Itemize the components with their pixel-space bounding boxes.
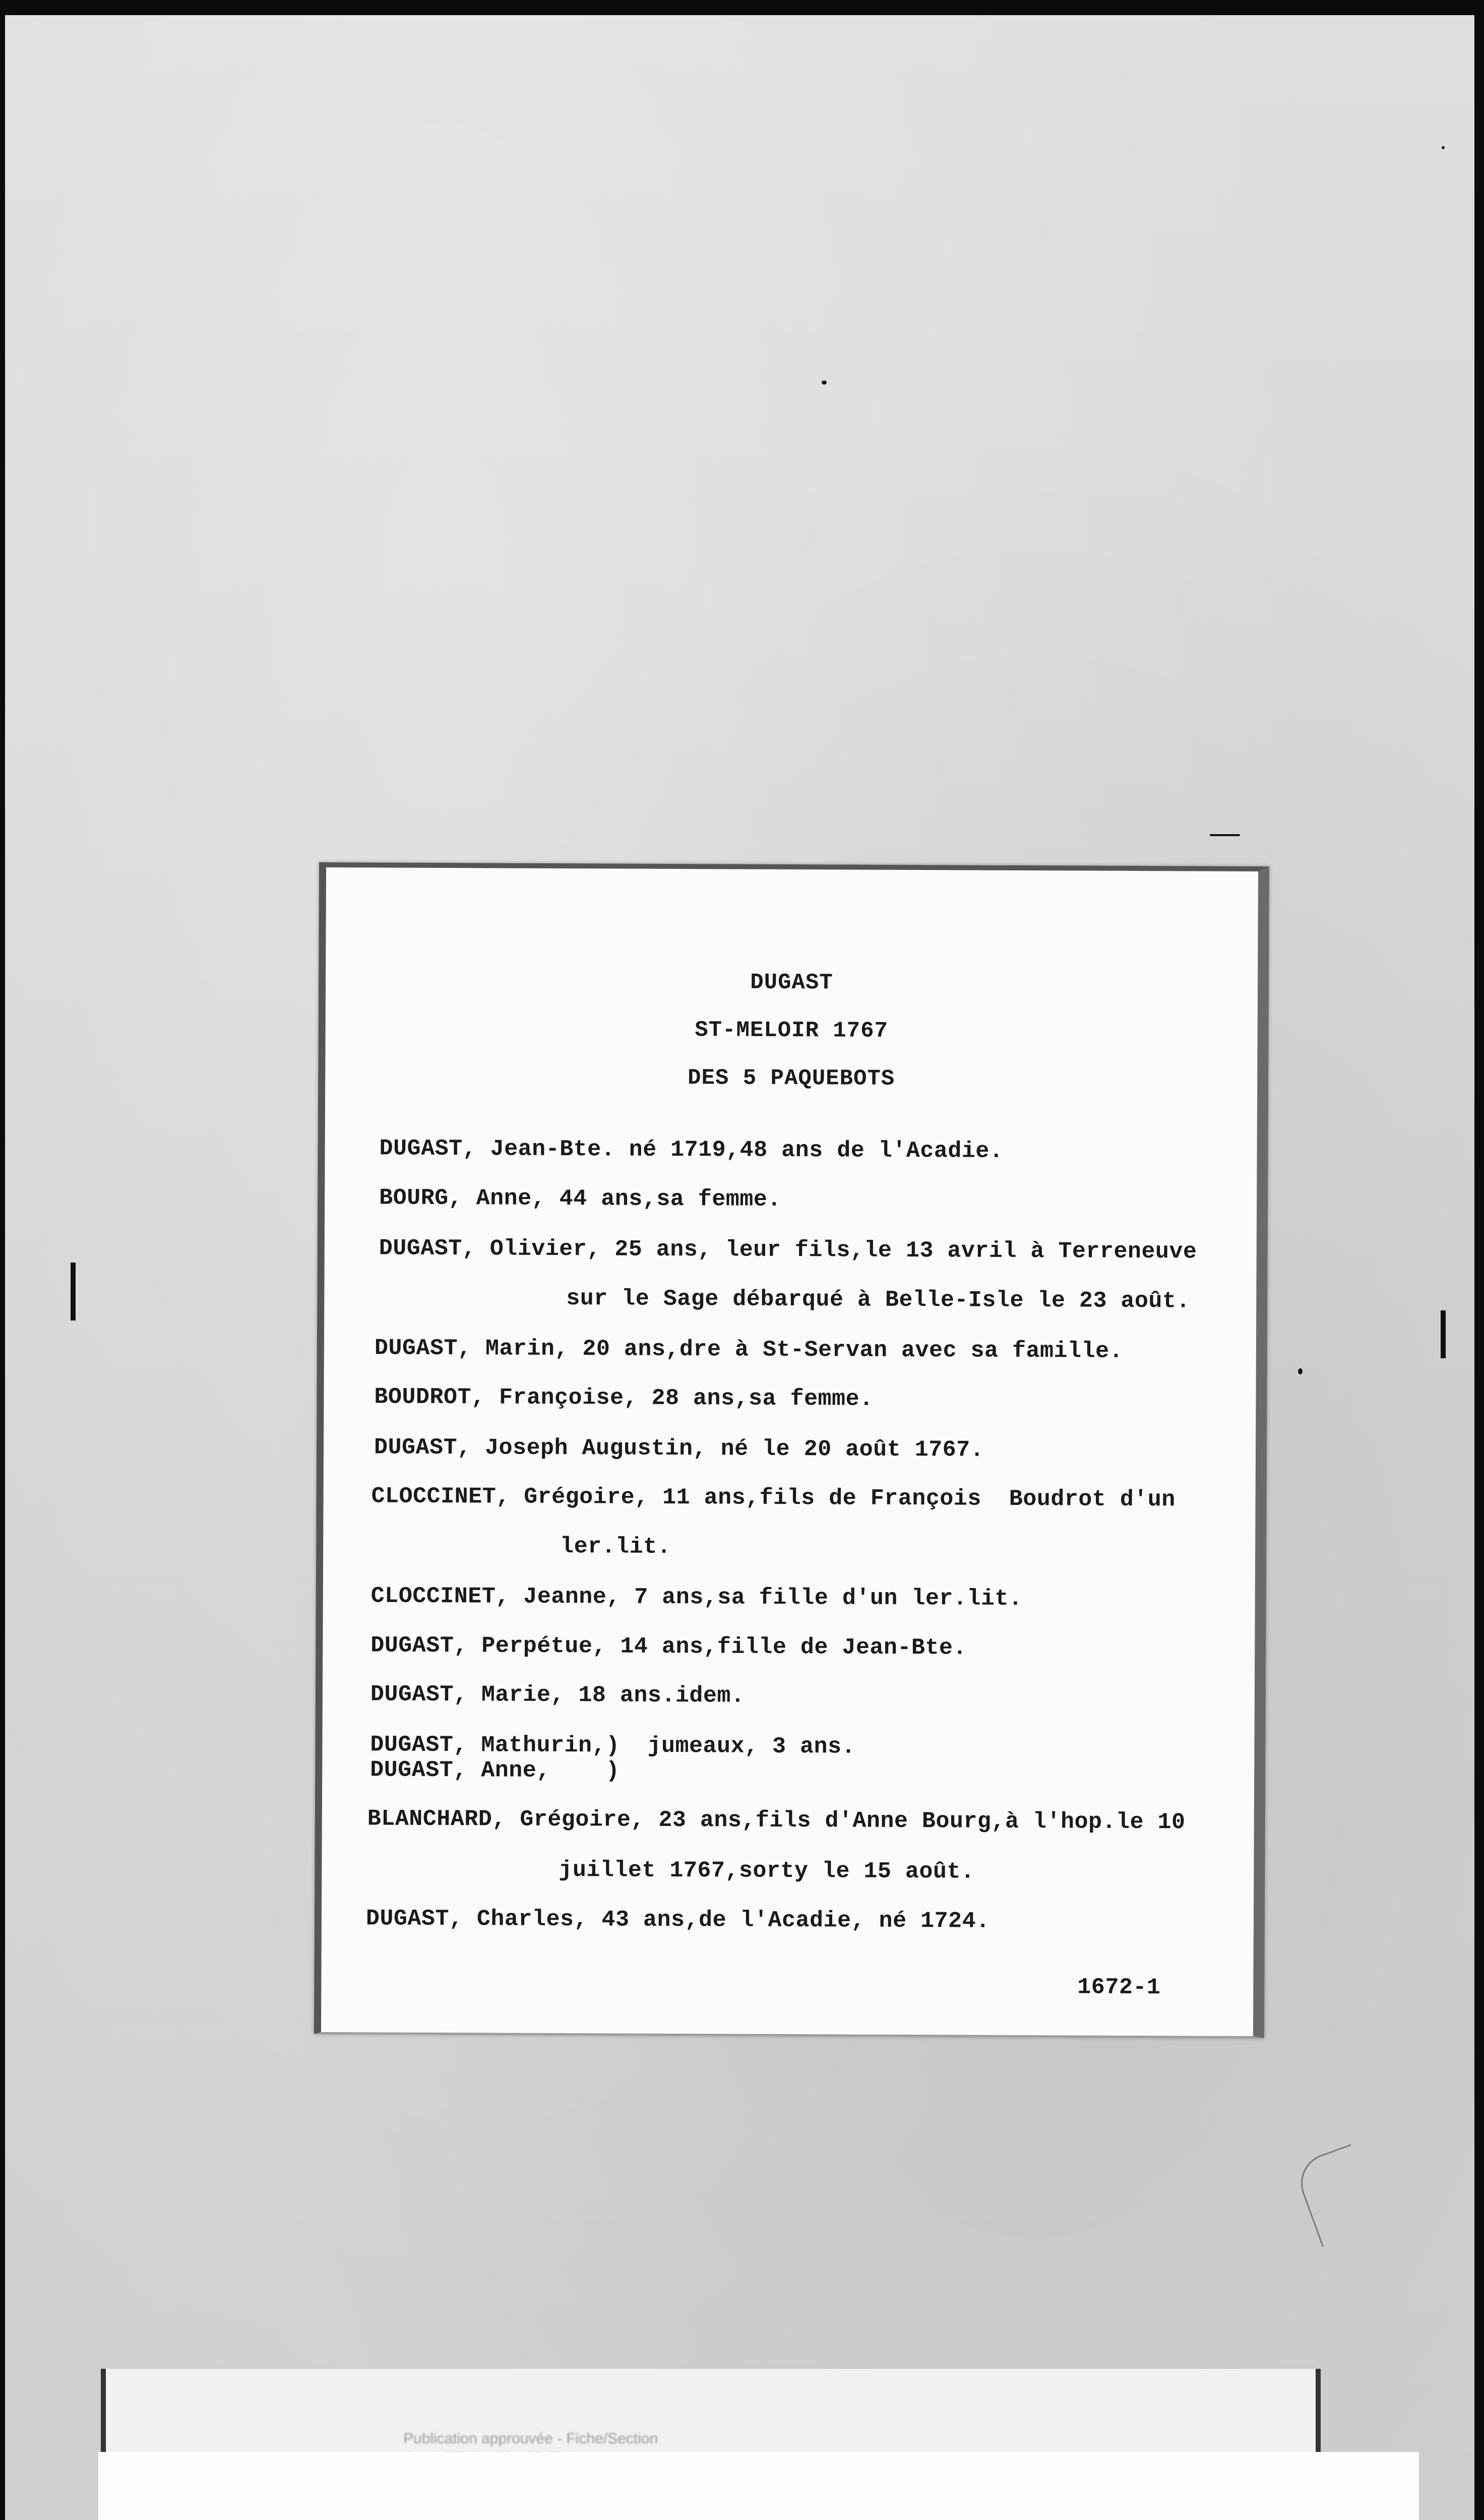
card-entry: DUGAST, Olivier, 25 ans, leur fils,le 13 avril à Terreneuve [379,1235,1197,1265]
card-heading-surname: DUGAST [750,970,833,996]
card-heading-place: ST-MELOIR 1767 [695,1018,889,1044]
card-entry: DUGAST, Charles, 43 ans,de l'Acadie, né 1724. [365,1906,990,1934]
faded-label-line: Publication approuvée - Fiche/Section [403,2430,658,2447]
card-entry: DUGAST, Marin, 20 ans,dre à St-Servan avec sa famille. [374,1335,1124,1364]
film-edge-mark [71,1263,76,1320]
card-entry: DUGAST, Marie, 18 ans.idem. [370,1681,745,1709]
card-entry: DUGAST, Mathurin,) jumeaux, 3 ans. [370,1732,856,1760]
dust-speck [1442,146,1445,149]
film-edge-mark [1441,1310,1446,1358]
card-entry: DUGAST, Perpétue, 14 ans,fille de Jean-Bte. [370,1632,967,1661]
card-heading-source: DES 5 PAQUEBOTS [688,1065,895,1092]
card-entry: BLANCHARD, Grégoire, 23 ans,fils d'Anne Bourg,à l'hop.le 10 [367,1806,1186,1836]
dust-speck [822,381,827,385]
card-entry: CLOCCINET, Grégoire, 11 ans,fils de François Boudrot d'un [371,1483,1176,1513]
archives-stamp-panel [98,2452,1419,2520]
card-entry: BOURG, Anne, 44 ans,sa femme. [379,1185,781,1213]
card-entry: DUGAST, Anne, ) [370,1757,620,1784]
card-entry-continuation: juillet 1767,sorty le 15 août. [559,1857,975,1885]
card-entry-continuation: sur le Sage débarqué à Belle-Isle le 23 août. [566,1286,1191,1314]
index-card [314,862,1269,2038]
card-entry: CLOCCINET, Jeanne, 7 ans,sa fille d'un ler.lit. [370,1583,1023,1612]
card-entry-continuation: ler.lit. [560,1533,671,1560]
card-reference-number: 1672-1 [1077,1974,1161,2001]
card-entry: BOUDROT, Françoise, 28 ans,sa femme. [374,1384,874,1412]
dust-speck [1210,834,1240,836]
card-entry: DUGAST, Joseph Augustin, né le 20 août 1767. [374,1434,984,1463]
dust-speck [1298,1368,1303,1374]
card-entry: DUGAST, Jean-Bte. né 1719,48 ans de l'Acadie. [379,1136,1004,1164]
